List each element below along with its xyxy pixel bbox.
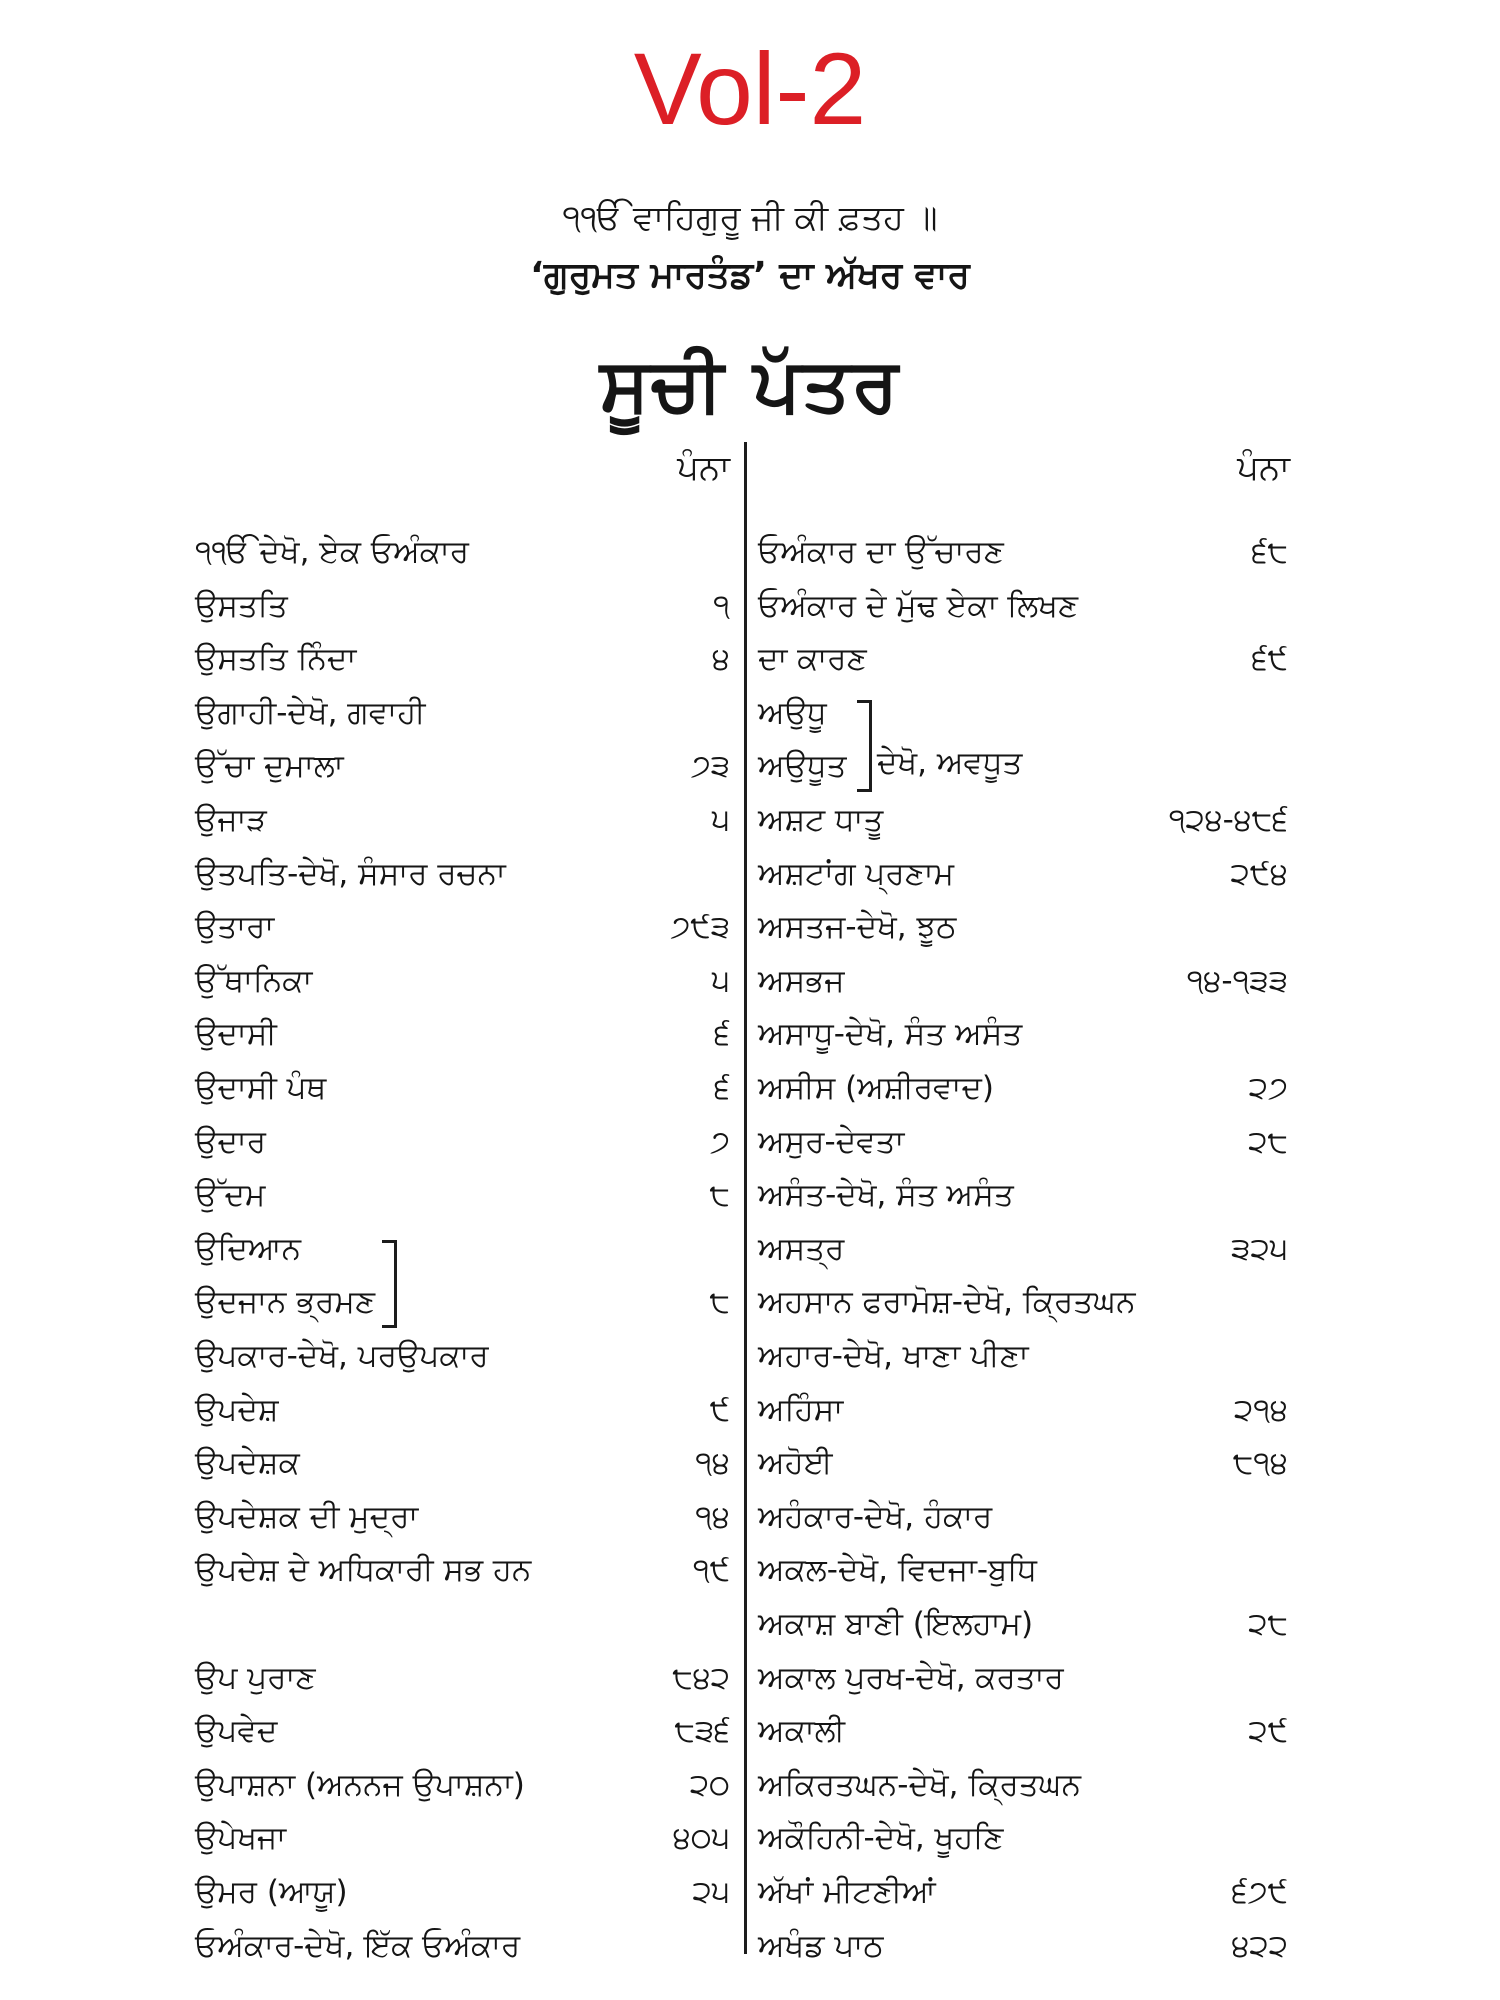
left-index-entry	[195, 1758, 730, 1812]
left-index-entry	[195, 525, 730, 579]
index-term: ਅਹਿੰਸਾ	[758, 1391, 844, 1428]
page-number: ੨੯੪	[1230, 855, 1288, 892]
right-index-entry	[758, 1865, 1288, 1919]
left-index-entry	[195, 1115, 730, 1169]
right-index-entry	[758, 525, 1288, 579]
right-index-entry	[758, 1115, 1288, 1169]
right-index-entry	[758, 1222, 1288, 1276]
page-number: ੨੭	[1248, 1070, 1288, 1106]
invocation-line: ੧ੴ ਵਾਹਿਗੁਰੂ ਜੀ ਕੀ ਫ਼ਤਹ ॥	[562, 198, 938, 238]
index-term: ਅਕੌਹਿਨੀ-ਦੇਖੋ, ਖੂਹਣਿ	[758, 1820, 1004, 1857]
left-index-entry	[195, 1222, 730, 1276]
right-index-entry	[758, 1490, 1288, 1544]
index-term: ਉਦਜਾਨ ਭ੍ਰਮਣ	[195, 1284, 376, 1321]
right-index-entry	[758, 1383, 1288, 1437]
index-term: ਅਕਾਲ ਪੁਰਖ-ਦੇਖੋ, ਕਰਤਾਰ	[758, 1659, 1064, 1696]
right-bracket	[857, 700, 872, 792]
left-bracket	[382, 1240, 397, 1328]
page-number: ੫	[711, 962, 730, 999]
page-number: ੧	[713, 587, 730, 624]
index-term: ਅਹੰਕਾਰ-ਦੇਖੋ, ਹੰਕਾਰ	[758, 1498, 993, 1535]
index-term: ਉਤਾਰਾ	[195, 909, 275, 946]
page-number: ੨੮	[1248, 1123, 1288, 1160]
index-term: ਉਪਦੇਸ਼	[195, 1391, 279, 1428]
right-index-entry	[758, 739, 1288, 793]
left-index-entry	[195, 1168, 730, 1222]
left-index-entry	[195, 1061, 730, 1115]
left-index-entry	[195, 847, 730, 901]
index-term: ਅਕਾਲੀ	[758, 1713, 845, 1750]
page-number: ੪੨੨	[1231, 1927, 1288, 1964]
subtitle: ‘ਗੁਰੁਮਤ ਮਾਰਤੰਡ’ ਦਾ ਅੱਖਰ ਵਾਰ	[530, 255, 970, 296]
page-number: ੮੩੬	[674, 1713, 730, 1750]
index-term: ਉਪਵੇਦ	[195, 1713, 278, 1750]
right-index-entry	[758, 900, 1288, 954]
page-number: ੭	[710, 1123, 730, 1160]
index-term: ਉਤਪਤਿ-ਦੇਖੋ, ਸੰਸਾਰ ਰਚਨਾ	[195, 855, 506, 892]
right-index-entry	[758, 847, 1288, 901]
index-term: ਉਪਦੇਸ਼ ਦੇ ਅਧਿਕਾਰੀ ਸਭ ਹਨ	[195, 1552, 532, 1589]
page-number: ੪	[712, 641, 730, 678]
right-index-entry	[758, 1919, 1288, 1973]
left-index-entry	[195, 1543, 730, 1597]
left-index-entry	[195, 1597, 730, 1651]
index-term: ਅਸੰਤ-ਦੇਖੋ, ਸੰਤ ਅਸੰਤ	[758, 1177, 1014, 1214]
page-number: ੬	[714, 1070, 730, 1106]
page-number: ੧੪	[695, 1445, 730, 1482]
page-number: ੮	[709, 1177, 730, 1214]
page-number: ੬੭੯	[1231, 1874, 1288, 1910]
index-term: ਅਸਭਜ	[758, 962, 845, 999]
page-number: ੮੪੨	[672, 1659, 730, 1696]
right-index-entry	[758, 1329, 1288, 1383]
left-index-entry	[195, 1436, 730, 1490]
page-number: ੪੦੫	[673, 1820, 730, 1857]
page-number: ੧੯	[692, 1552, 730, 1589]
index-term: ਉਪੇਖਜਾ	[195, 1820, 287, 1857]
right-index-entry	[758, 1007, 1288, 1061]
right-page-header: ਪੰਨਾ	[1237, 448, 1290, 488]
left-index-entry	[195, 793, 730, 847]
page-number: ੮	[709, 1284, 730, 1321]
index-term: ਉਦਾਸੀ ਪੰਥ	[195, 1070, 327, 1106]
index-term: ਅਕਾਸ਼ ਬਾਣੀ (ਇਲਹਾਮ)	[758, 1606, 1034, 1642]
index-term: ਉਗਾਹੀ-ਦੇਖੋ, ਗਵਾਹੀ	[195, 694, 426, 731]
page-number: ੧੪-੧੩੩	[1186, 962, 1288, 999]
page-number: ੫	[711, 802, 730, 838]
index-term: ਅਹਸਾਨ ਫਰਾਮੋਸ਼-ਦੇਖੋ, ਕ੍ਰਿਤਘਨ	[758, 1284, 1136, 1321]
index-term: ਉਪਦੇਸ਼ਕ ਦੀ ਮੁਦ੍ਰਾ	[195, 1498, 419, 1535]
left-index-entry	[195, 954, 730, 1008]
index-term: ਉਪਦੇਸ਼ਕ	[195, 1445, 300, 1482]
right-index-entry	[758, 686, 1288, 740]
index-term: ਅਸ਼ਟਾਂਗ ਪ੍ਰਣਾਮ	[758, 855, 955, 892]
left-index-entry	[195, 739, 730, 793]
page-title: ਸੂਚੀ ਪੱਤਰ	[599, 342, 901, 428]
index-term: ਉਸਤਤਿ ਨਿੰਦਾ	[195, 641, 357, 678]
page-number: ੬੯	[1251, 641, 1288, 678]
page-number: ੨੯	[1248, 1713, 1288, 1750]
page-number: ੬	[714, 1016, 730, 1053]
right-index-entry	[758, 954, 1288, 1008]
index-term: ਉਜਾੜ	[195, 802, 267, 838]
page-number: ੨੫	[692, 1874, 730, 1910]
page-number: ੨੮	[1248, 1606, 1288, 1642]
index-term: ਓਅੰਕਾਰ ਦਾ ਉੱਚਾਰਣ	[758, 534, 1004, 570]
page-number: ੯	[709, 1391, 730, 1428]
right-index-entry	[758, 1597, 1288, 1651]
index-term: ਉਮਰ (ਆਯੂ)	[195, 1874, 348, 1910]
index-term: ਅਉਧੂ	[758, 694, 827, 731]
index-term: ਅੱਖਾਂ ਮੀਟਣੀਆਂ	[758, 1874, 936, 1910]
index-term: ਉਦਾਸੀ	[195, 1016, 277, 1053]
index-term: ਅਖੰਡ ਪਾਠ	[758, 1927, 884, 1964]
left-index-entry	[195, 1919, 730, 1973]
right-index-entry	[758, 1061, 1288, 1115]
index-term: ਅਉਧੂਤ	[758, 748, 847, 785]
left-index-entry	[195, 579, 730, 633]
left-index-entry	[195, 1329, 730, 1383]
left-index-entry	[195, 1007, 730, 1061]
index-term: ਉਪਕਾਰ-ਦੇਖੋ, ਪਰਉਪਕਾਰ	[195, 1338, 489, 1374]
index-term: ਅਕਿਰਤਘਨ-ਦੇਖੋ, ਕ੍ਰਿਤਘਨ	[758, 1766, 1081, 1803]
left-index-entry	[195, 1275, 730, 1329]
right-index-entry	[758, 579, 1288, 633]
right-index-entry	[758, 1758, 1288, 1812]
left-page-header: ਪੰਨਾ	[677, 448, 730, 488]
page-number: ੧੨੪-੪੮੬	[1168, 802, 1288, 838]
index-term: ਉੱਚਾ ਦੁਮਾਲਾ	[195, 748, 344, 785]
left-index-entry	[195, 1704, 730, 1758]
left-index-entry	[195, 1383, 730, 1437]
right-index-entry	[758, 1704, 1288, 1758]
left-index-entry	[195, 1651, 730, 1705]
index-term: ਉਪ ਪੁਰਾਣ	[195, 1659, 316, 1696]
left-index-entry	[195, 686, 730, 740]
page-number: ੬੮	[1251, 534, 1288, 570]
index-term: ਅਸੁਰ-ਦੇਵਤਾ	[758, 1123, 905, 1160]
index-term: ਉਦਿਆਨ	[195, 1230, 302, 1267]
index-term: ਉਸਤਤਿ	[195, 587, 288, 624]
index-term: ਓਅੰਕਾਰ ਦੇ ਮੁੱਢ ਏਕਾ ਲਿਖਣ	[758, 587, 1079, 624]
index-term: ਓਅੰਕਾਰ-ਦੇਖੋ, ਇੱਕ ਓਅੰਕਾਰ	[195, 1927, 521, 1964]
right-index-entry	[758, 1543, 1288, 1597]
right-index-entry	[758, 1811, 1288, 1865]
index-term: ਉੱਥਾਨਿਕਾ	[195, 962, 313, 999]
index-term: ਅਸ਼ਟ ਧਾਤੂ	[758, 802, 884, 838]
right-index-entry	[758, 1436, 1288, 1490]
right-index-entry	[758, 793, 1288, 847]
index-term: ਅਸਤਜ-ਦੇਖੋ, ਝੂਠ	[758, 909, 957, 946]
page-number: ੮੧੪	[1232, 1445, 1288, 1482]
right-index-entry	[758, 1275, 1288, 1329]
index-term: ਅਸੀਸ (ਅਸ਼ੀਰਵਾਦ)	[758, 1070, 994, 1106]
right-index-entry	[758, 1651, 1288, 1705]
page-number: ੨੧੪	[1234, 1391, 1288, 1428]
page-number: ੭੩	[690, 748, 730, 785]
left-index-entry	[195, 900, 730, 954]
page-number: ੧੪	[695, 1498, 730, 1535]
left-index-entry	[195, 1811, 730, 1865]
index-term: ਉਦਾਰ	[195, 1123, 267, 1160]
page-number: ੨੦	[689, 1766, 730, 1803]
index-term: ਅਸਤ੍ਰ	[758, 1230, 845, 1267]
index-term: ਉਪਾਸ਼ਨਾ (ਅਨਨਜ ਉਪਾਸ਼ਨਾ)	[195, 1766, 525, 1803]
index-term: ਅਹੋਈ	[758, 1445, 833, 1482]
page-number: ੩੨੫	[1231, 1230, 1288, 1267]
index-term: ਅਸਾਧੂ-ਦੇਖੋ, ਸੰਤ ਅਸੰਤ	[758, 1016, 1023, 1053]
left-index-entry	[195, 1490, 730, 1544]
index-term: ਦਾ ਕਾਰਣ	[758, 641, 867, 678]
bracket-reference: ਦੇਖੋ, ਅਵਧੂਤ	[877, 745, 1023, 781]
left-index-entry	[195, 632, 730, 686]
column-divider	[744, 442, 747, 1954]
index-term: ਉੱਦਮ	[195, 1177, 266, 1214]
volume-label: Vol-2	[633, 32, 867, 146]
index-term: ਅਹਾਰ-ਦੇਖੋ, ਖਾਣਾ ਪੀਣਾ	[758, 1338, 1029, 1374]
right-index-entry	[758, 1168, 1288, 1222]
right-index-entry	[758, 632, 1288, 686]
page-number: ੭੯੩	[670, 909, 730, 946]
index-term: ਅਕਲ-ਦੇਖੋ, ਵਿਦਜਾ-ਬੁਧਿ	[758, 1552, 1037, 1589]
index-term: ੧ੴ ਦੇਖੋ, ਏਕ ਓਅੰਕਾਰ	[195, 534, 469, 570]
left-index-entry	[195, 1865, 730, 1919]
